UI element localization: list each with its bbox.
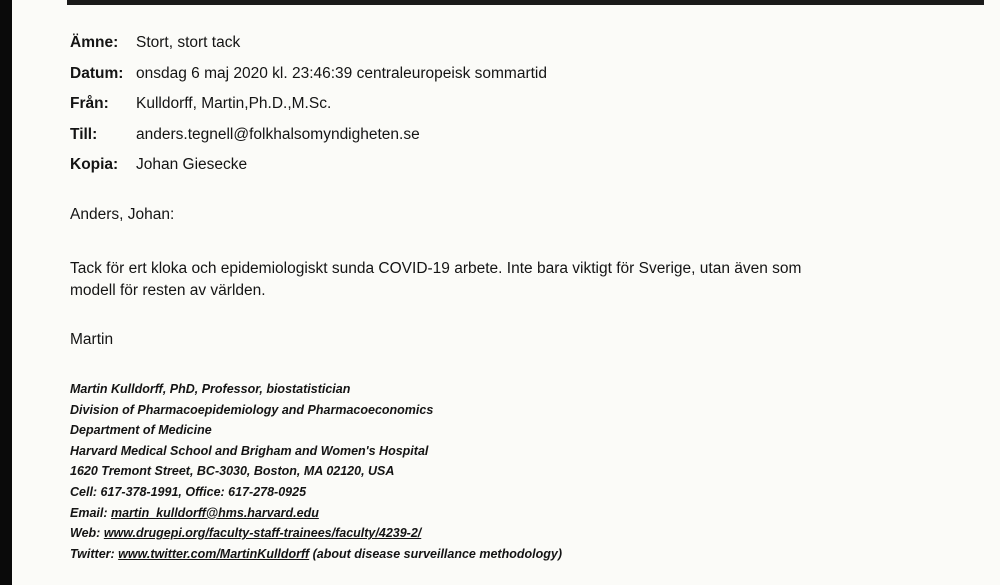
- email-signoff: Martin: [70, 331, 114, 348]
- from-label: Från:: [70, 95, 109, 112]
- date-label: Datum:: [70, 64, 124, 82]
- subject-label: Ämne:: [70, 34, 119, 51]
- signature-division: Division of Pharmacoepidemiology and Pharmacoeconomics: [70, 402, 434, 417]
- header-row-from: [70, 94, 547, 125]
- signature-email-line: [70, 503, 562, 524]
- signature-twitter-note: (about disease surveillance methodology): [312, 546, 562, 561]
- email-paper: [12, 0, 1000, 585]
- email-signature: [70, 379, 562, 564]
- signature-email-link[interactable]: martin_kulldorff@hms.harvard.edu: [111, 505, 319, 520]
- top-divider: [67, 0, 984, 5]
- signature-web-label: Web:: [70, 526, 101, 541]
- signature-name-title: Martin Kulldorff, PhD, Professor, biostatistician: [70, 382, 351, 396]
- signature-twitter-link[interactable]: www.twitter.com/MartinKulldorff: [118, 546, 310, 561]
- header-row-to: [70, 125, 547, 156]
- cc-label: Kopia:: [70, 156, 119, 173]
- header-row-date: [70, 64, 547, 95]
- header-row-cc: [70, 155, 547, 186]
- to-label: Till:: [70, 125, 98, 143]
- from-value: Kulldorff, Martin,Ph.D.,M.Sc.: [136, 95, 332, 112]
- header-row-subject: [70, 33, 547, 64]
- message-line-2: modell för resten av världen.: [70, 282, 266, 299]
- email-header: [70, 33, 547, 186]
- signature-twitter-line: [70, 544, 562, 565]
- signature-institution: Harvard Medical School and Brigham and Women's Hospital: [70, 443, 429, 458]
- signature-twitter-label: Twitter:: [70, 546, 115, 561]
- subject-value: Stort, stort tack: [136, 34, 241, 51]
- email-message: [70, 258, 801, 302]
- email-greeting: Anders, Johan:: [70, 206, 175, 223]
- signature-phones: Cell: 617-378-1991, Office: 617-278-0925: [70, 484, 307, 499]
- signature-web-line: [70, 523, 562, 544]
- date-value: onsdag 6 maj 2020 kl. 23:46:39 centraleuropeisk sommartid: [136, 64, 547, 82]
- cc-value: Johan Giesecke: [136, 156, 248, 173]
- message-line-1: Tack för ert kloka och epidemiologiskt sunda COVID-19 arbete. Inte bara viktigt för Sverige, utan även som: [70, 260, 802, 277]
- signature-web-link[interactable]: www.drugepi.org/faculty-staff-trainees/faculty/4239-2/: [103, 526, 422, 541]
- signature-address: 1620 Tremont Street, BC-3030, Boston, MA 02120, USA: [70, 464, 395, 479]
- signature-email-label: Email:: [70, 505, 108, 520]
- to-value: anders.tegnell@folkhalsomyndigheten.se: [136, 125, 420, 143]
- signature-department: Department of Medicine: [70, 423, 212, 438]
